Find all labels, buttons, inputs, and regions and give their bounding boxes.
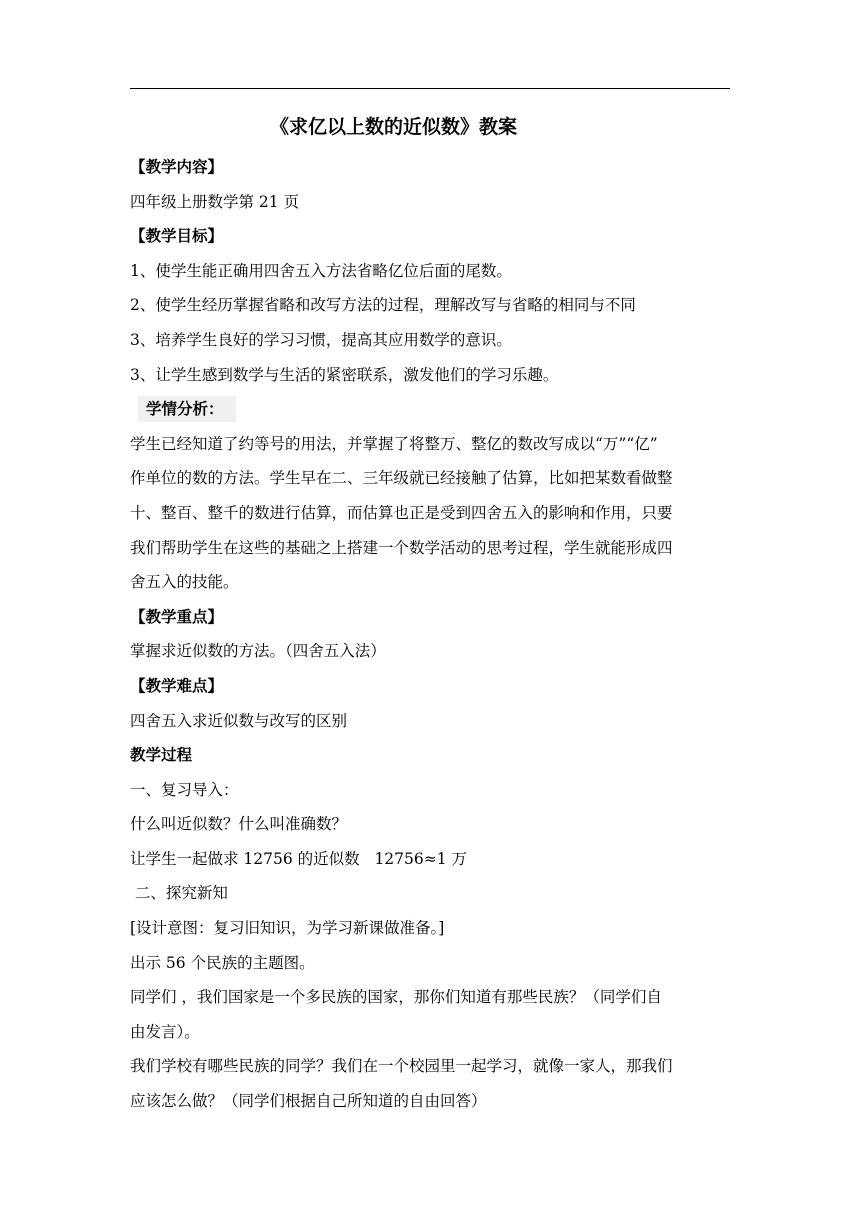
difficulty-text: 四舍五入求近似数与改写的区别	[130, 711, 348, 730]
discussion-line: 我们学校有哪些民族的同学？我们在一个校园里一起学习，就像一家人，那我们	[130, 1057, 673, 1076]
process-line: 出示 56 个民族的主题图。	[130, 953, 315, 972]
content-text: 四年级上册数学第 21 页	[130, 192, 300, 211]
process-line: 让学生一起做求 12756 的近似数 12756≈1 万	[130, 849, 468, 868]
section-heading-analysis	[130, 392, 730, 427]
process-line: 什么叫近似数？什么叫准确数？	[130, 815, 348, 834]
discussion-line: 由发言）。	[130, 1022, 200, 1041]
section-heading-content: 【教学内容】	[130, 158, 224, 176]
analysis-line: 学生已经知道了约等号的用法，并掌握了将整万、整亿的数改写成以“万”“亿”	[130, 434, 658, 453]
section-heading-goals: 【教学目标】	[130, 227, 224, 246]
goal-item: 3、让学生感到数学与生活的紧密联系，激发他们的学习乐趣。	[130, 365, 559, 384]
section-heading-process: 教学过程	[130, 746, 193, 765]
analysis-line: 十、整百、整千的数进行估算，而估算也正是受到四舍五入的影响和作用，只要	[130, 503, 673, 522]
document-title: 《求亿以上数的近似数》教案	[270, 116, 518, 138]
process-line: 一、复习导入：	[130, 780, 239, 799]
process-line: [设计意图：复习旧知识，为学习新课做准备。]	[130, 919, 445, 938]
section-heading-difficulty: 【教学难点】	[130, 676, 224, 695]
key-text: 掌握求近似数的方法。（四舍五入法）	[130, 642, 386, 661]
discussion-line: 同学们 ，我们国家是一个多民族的国家，那你们知道有那些民族？（同学们自	[130, 988, 662, 1007]
goal-item: 2、使学生经历掌握省略和改写方法的过程，理解改写与省略的相同与不同	[130, 296, 636, 315]
process-line: 二、探究新知	[130, 884, 228, 903]
analysis-line: 我们帮助学生在这些的基础之上搭建一个数学活动的思考过程，学生就能形成四	[130, 538, 673, 557]
analysis-line: 作单位的数的方法。学生早在二、三年级就已经接触了估算，比如把某数看做整	[130, 469, 673, 488]
analysis-line: 舍五入的技能。	[130, 573, 239, 592]
header-rule	[130, 88, 730, 89]
goal-item: 1、使学生能正确用四舍五入方法省略亿位后面的尾数。	[130, 261, 512, 280]
discussion-line: 应该怎么做？（同学们根据自己所知道的自由回答）	[130, 1092, 487, 1111]
section-heading-key: 【教学重点】	[130, 607, 224, 626]
document-body	[130, 150, 730, 1119]
goal-item: 3、培养学生良好的学习习惯，提高其应用数学的意识。	[130, 330, 512, 349]
analysis-heading-label: 学情分析：	[138, 396, 236, 422]
